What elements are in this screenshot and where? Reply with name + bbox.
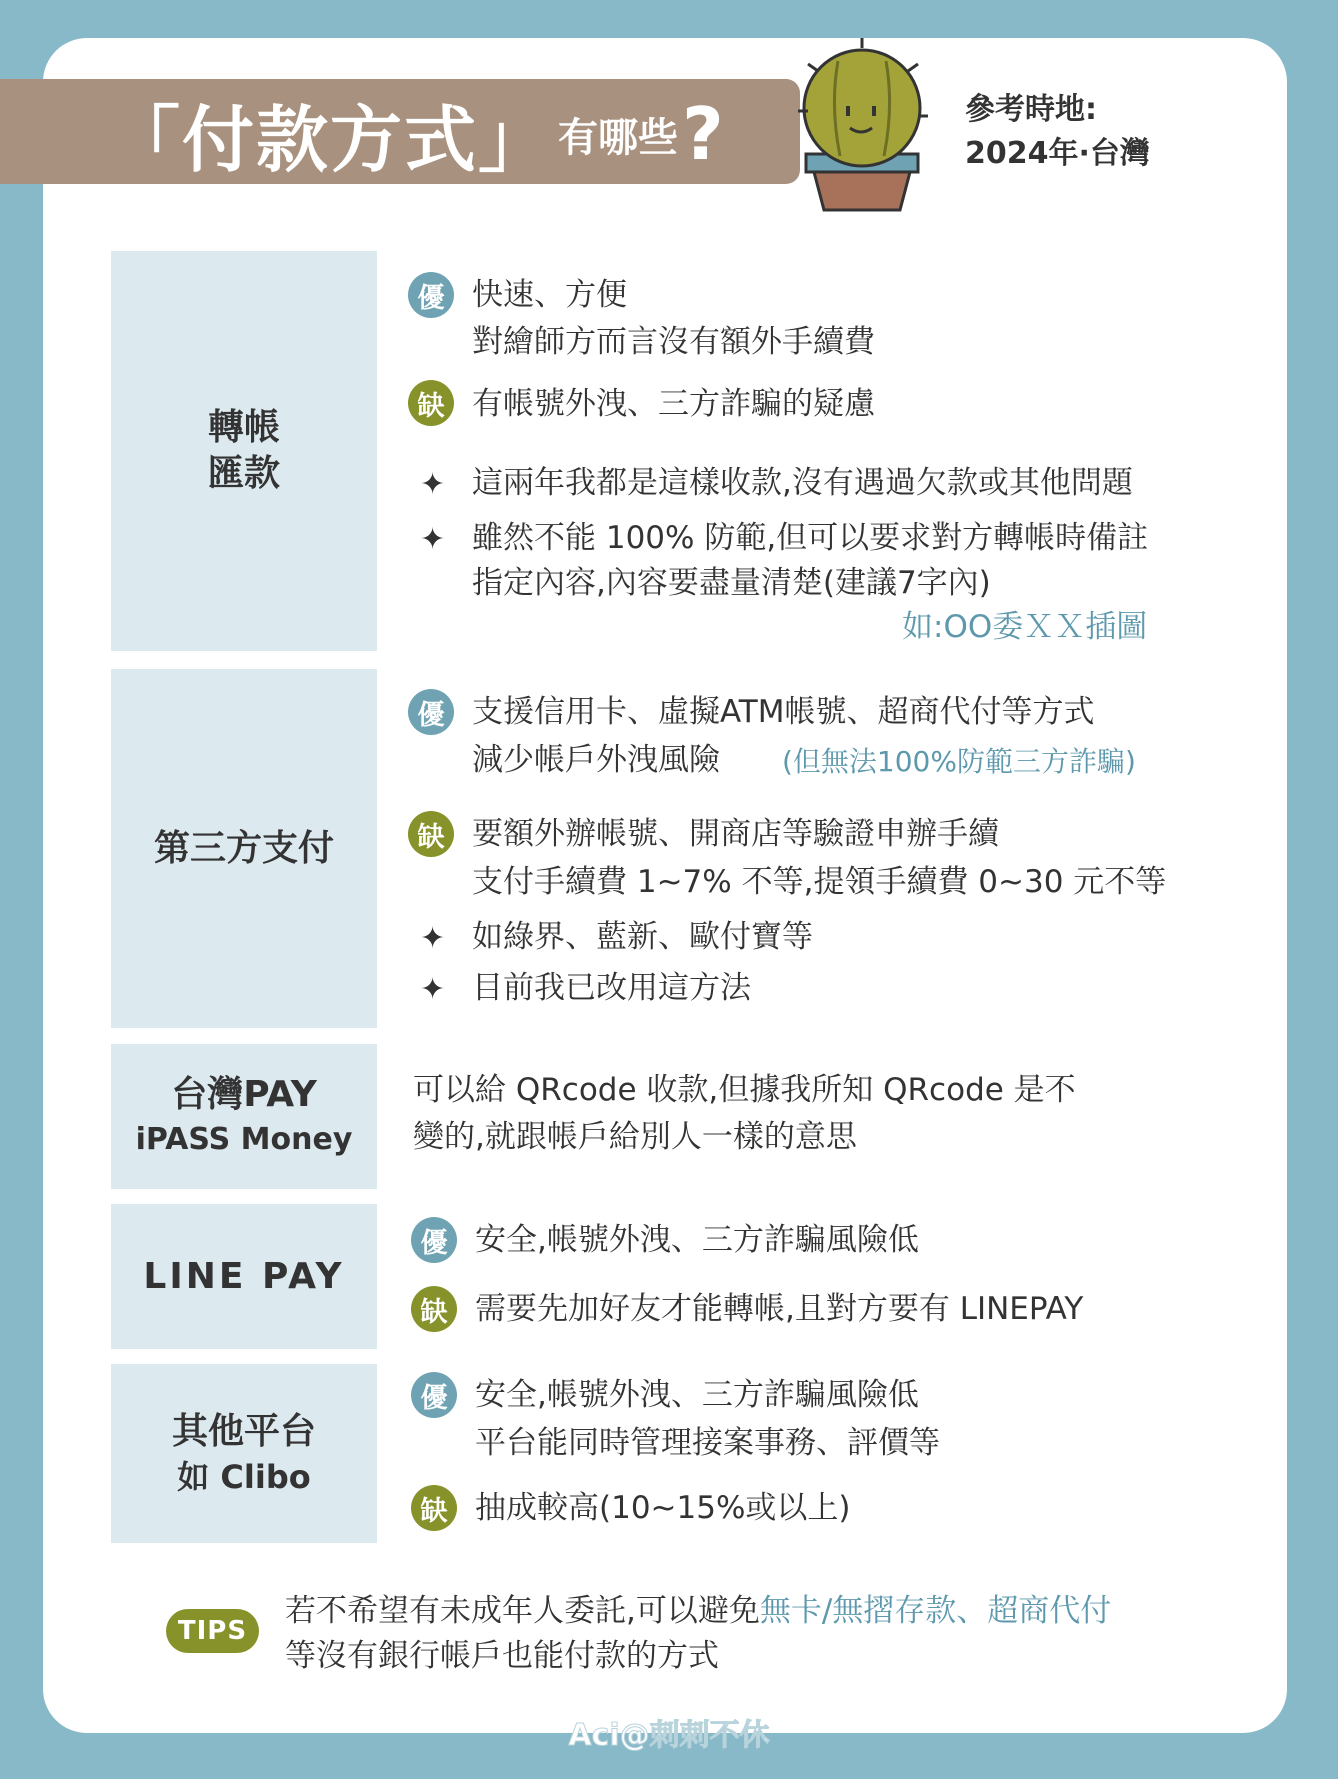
other-pro-line2: 平台能同時管理接案事務、評價等 <box>475 1425 940 1461</box>
tips-badge: TIPS <box>166 1609 259 1653</box>
other-pro-line1: 安全,帳號外洩、三方詐騙風險低 <box>475 1377 919 1413</box>
label-third-party <box>111 669 377 1028</box>
label-taiwan-pay-line2: iPASS Money <box>135 1121 353 1157</box>
third-party-note2: 目前我已改用這方法 <box>472 970 751 1006</box>
other-con-line1: 抽成較高(10~15%或以上) <box>475 1490 851 1526</box>
line-pay-con-line1: 需要先加好友才能轉帳,且對方要有 LINEPAY <box>475 1291 1084 1327</box>
transfer-note1: 這兩年我都是這樣收款,沒有遇過欠款或其他問題 <box>472 465 1133 501</box>
pro-badge: 優 <box>408 689 454 735</box>
reference-line-2: 2024年·台灣 <box>965 136 1150 171</box>
star-icon: ✦ <box>420 522 446 557</box>
transfer-pro-line1: 快速、方便 <box>472 277 627 313</box>
title-main: 「付款方式」 <box>108 98 553 182</box>
tips-line2: 等沒有銀行帳戶也能付款的方式 <box>285 1638 719 1674</box>
con-badge: 缺 <box>411 1485 457 1531</box>
transfer-example: 如:OO委ＸＸ插圖 <box>902 609 1148 645</box>
transfer-pro-line2: 對繪師方而言沒有額外手續費 <box>472 324 875 360</box>
pro-badge: 優 <box>408 272 454 318</box>
title-question-mark: ? <box>682 92 724 176</box>
transfer-con-line1: 有帳號外洩、三方詐騙的疑慮 <box>472 386 875 422</box>
label-line-pay-line1: LINE PAY <box>143 1255 345 1297</box>
star-icon: ✦ <box>420 972 446 1007</box>
con-badge: 缺 <box>411 1286 457 1332</box>
label-transfer <box>111 251 377 651</box>
cactus-mascot-icon <box>778 26 948 216</box>
label-third-party-line1: 第三方支付 <box>153 827 334 869</box>
page-title <box>108 84 724 184</box>
con-badge: 缺 <box>408 811 454 857</box>
title-sub: 有哪些 <box>558 114 679 161</box>
star-icon: ✦ <box>420 921 446 956</box>
pro-badge: 優 <box>411 1372 457 1418</box>
third-party-pro-line2: 減少帳戶外洩風險 <box>472 742 720 778</box>
label-other-platform <box>111 1364 377 1543</box>
label-taiwan-pay <box>111 1044 377 1189</box>
pro-badge: 優 <box>411 1217 457 1263</box>
con-badge: 缺 <box>408 380 454 426</box>
author-credit: Aci@刺刺不休 <box>568 1718 770 1753</box>
third-party-note1: 如綠界、藍新、歐付寶等 <box>472 919 813 955</box>
label-transfer-line2: 匯款 <box>207 453 280 494</box>
transfer-note2-line1: 雖然不能 100% 防範,但可以要求對方轉帳時備註 <box>472 520 1149 556</box>
tips-line1-a: 若不希望有未成年人委託,可以避免 <box>285 1593 760 1629</box>
label-taiwan-pay-line1: 台灣PAY <box>171 1073 317 1115</box>
label-other-line2: 如 Clibo <box>177 1457 311 1496</box>
label-other-line1: 其他平台 <box>171 1410 316 1452</box>
line-pay-pro-line1: 安全,帳號外洩、三方詐騙風險低 <box>475 1222 919 1258</box>
taiwan-pay-text-line1: 可以給 QRcode 收款,但據我所知 QRcode 是不 <box>413 1072 1076 1108</box>
third-party-pro-note: (但無法100%防範三方詐騙) <box>782 745 1136 778</box>
reference-line-1: 參考時地: <box>965 92 1097 127</box>
transfer-note2-line2: 指定內容,內容要盡量清楚(建議7字內) <box>472 565 991 601</box>
label-line-pay <box>111 1204 377 1349</box>
taiwan-pay-text-line2: 變的,就跟帳戶給別人一樣的意思 <box>413 1119 857 1155</box>
third-party-con-line2: 支付手續費 1~7% 不等,提領手續費 0~30 元不等 <box>472 864 1167 900</box>
tips-line1-highlight: 無卡/無摺存款、超商代付 <box>759 1593 1112 1629</box>
reference-note <box>965 88 1150 176</box>
third-party-pro-line1: 支援信用卡、虛擬ATM帳號、超商代付等方式 <box>472 694 1095 730</box>
third-party-con-line1: 要額外辦帳號、開商店等驗證申辦手續 <box>472 816 999 852</box>
tips-line1 <box>285 1589 1111 1633</box>
label-transfer-line1: 轉帳 <box>207 407 280 448</box>
star-icon: ✦ <box>420 467 446 502</box>
